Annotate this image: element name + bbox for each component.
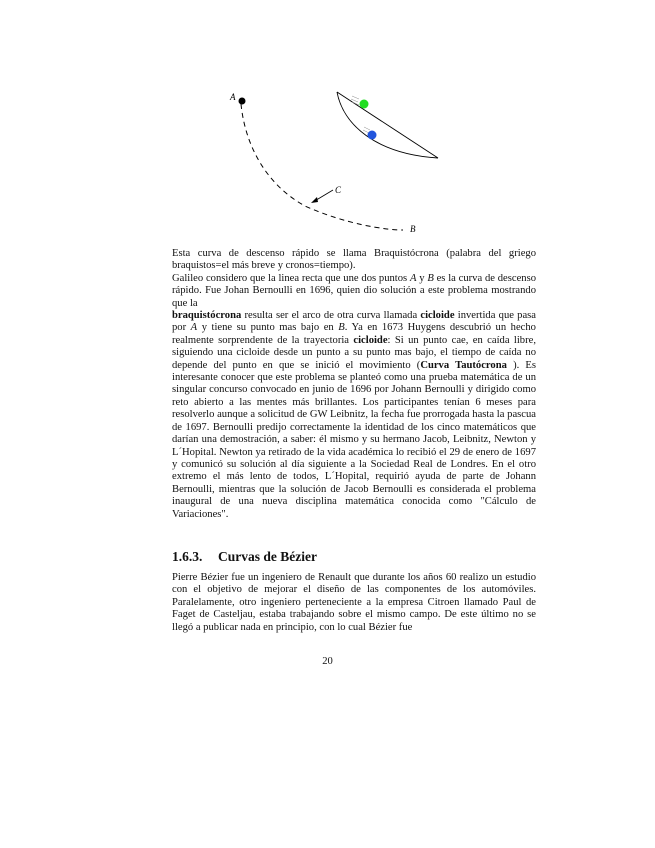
var-b: B [427,272,434,284]
text-run: . Ya en 1673 Huygens descubrió un hecho realmente sorprendente de la trayectoria [172,322,536,346]
arrow-c-head [311,197,318,203]
brachistochrone-figure [225,84,450,234]
var-a: A [190,322,198,334]
blue-ball [368,131,377,140]
section-number: 1.6.3. [172,549,203,564]
section-heading [172,549,317,565]
text-run: invertida que pasa por [172,310,536,334]
term-braquistocrona: braquistócrona [172,310,242,322]
text-run: ). Es interesante conocer que este problema se planteó como una prueba matemática de un singular concurso convocado en junio de 1696 por Johann Bernoulli y dirigido como reto abierto a las mentes más brillantes. Los participantes tenían 6 meses para resolverlo aunque a solicitud de GW Leibnitz, la fecha fue prorrogada hasta la pascua de 1697. Bernoulli predijo correctamente la identidad de los cinco matemáticos que darían una demostración, a saber: él mismo y su hermano Jacob, Leibnitz, Newton y L´Hopital. Newton ya retirado de la vida académica lo recibió el 29 de enero de 1697 y comunicó su solución al día siguiente a la Sociedad Real de Londres. En el otro extremo el más lento de todos, L´Hopital, requirió ayuda de parte de Johann Bernoulli, mientras que la solución de Jacob Bernoulli es considerada el problema inaugural de una nueva disciplina matemática conocida como "Cálculo de Variaciones". [172,359,536,520]
var-b: B [338,322,345,334]
var-a: A [409,272,417,284]
term-cicloide: cicloide [420,310,455,322]
term-cicloide: cicloide [353,334,388,346]
text-run: Galileo considero que la linea recta que une dos puntos [172,272,410,284]
text-run: y tiene su punto mas bajo en [197,322,339,334]
green-ball [360,100,369,109]
text-run: Esta curva de descenso rápido se llama Braquistócrona (palabra del griego braquistos=el más breve y cronos=tiempo). [172,248,536,272]
paragraph-bezier [172,572,536,634]
paragraph-brachistochrone [172,248,536,521]
point-a [239,98,246,105]
text-run: Pierre Bézier fue un ingeniero de Renault que durante los años 60 realizo un estudio con el objetivo de mejorar el diseño de las componentes de los automóviles. Paralelamente, otro ingeniero perteneciente a la empresa Citroen llamado Paul de Faget de Casteljau, estaba trabajando sobre el mismo campo. De este último no se llegó a publicar nada en principio, con lo cual Bézier fue [172,572,536,633]
term-curva-tautocrona: Curva Tautócrona [420,359,507,371]
text-run: resulta ser el arco de otra curva llamada [241,310,421,322]
page-number: 20 [322,656,333,667]
cycloid-curve [241,104,403,230]
text-run: : Si un punto cae, en caída libre, siguiendo una cicloide desde un punto a su punto mas bajo, el tiempo de caída no depende del punto en que se inició el movimiento ( [172,334,536,371]
text-run: y [416,272,428,284]
text-run: es la curva de descenso rápido. Fue Johan Bernoulli en 1696, quien dio solución a este problema mostrando que la [172,272,537,309]
label-b: B [410,224,416,234]
label-a: A [230,92,236,102]
label-c: C [335,185,342,195]
section-title: Curvas de Bézier [218,549,317,564]
